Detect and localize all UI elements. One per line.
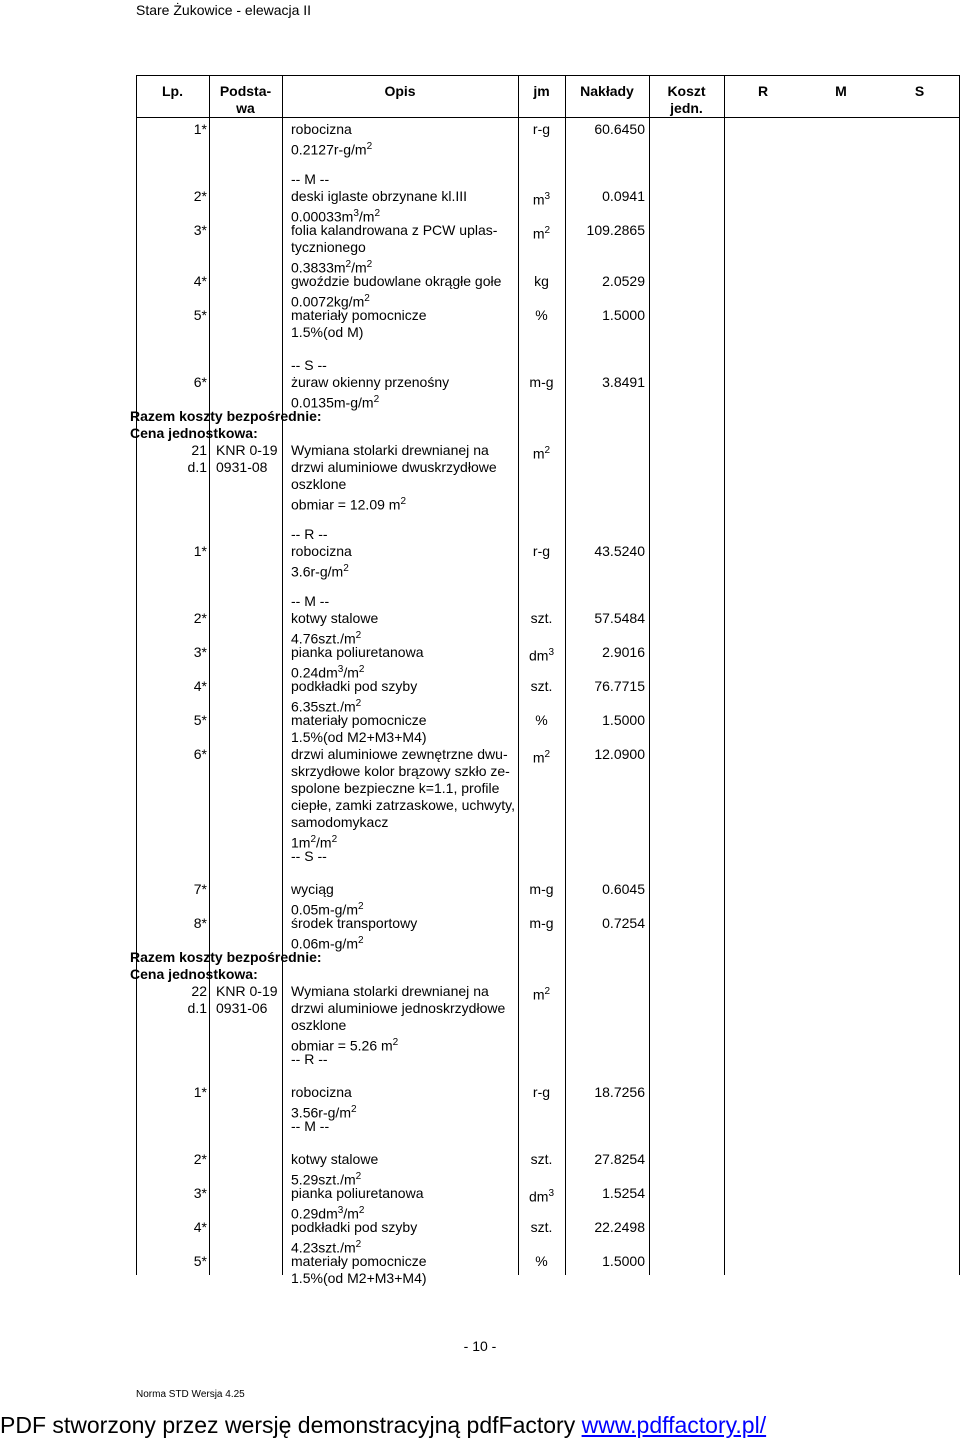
row-opis: -- S -- xyxy=(291,357,327,373)
row-jm: $m^2$ xyxy=(532,986,551,1003)
row-opis: materiały pomocnicze xyxy=(291,1253,427,1269)
row-jm: m-g xyxy=(529,374,554,390)
row-lp: 2* xyxy=(193,188,207,204)
row-lp: 1* xyxy=(193,121,207,137)
row-jm: $dm^3$ xyxy=(528,1188,555,1205)
cost-table xyxy=(130,75,960,1286)
row-naklady: 0.6045 xyxy=(602,881,645,897)
superscript: 2 xyxy=(350,1104,357,1115)
row-opis: 1.5%(od M) xyxy=(291,324,364,340)
pdffactory-link[interactable]: www.pdffactory.pl/ xyxy=(581,1412,767,1438)
row-opis: robocizna xyxy=(291,1084,352,1100)
row-jm: r-g xyxy=(532,543,551,559)
row-opis: robocizna xyxy=(291,543,352,559)
row-opis: -- M -- xyxy=(291,593,330,609)
header-s: S xyxy=(914,83,925,99)
row-opis: $0.24dm^3/m^2$ xyxy=(291,664,365,681)
row-naklady: 12.0900 xyxy=(594,746,645,762)
row-opis: -- R -- xyxy=(291,1051,328,1067)
superscript: 2 xyxy=(357,935,364,946)
row-lp: 2* xyxy=(193,1151,207,1167)
row-opis: kotwy stalowe xyxy=(291,1151,379,1167)
norma-version: Norma STD Wersja 4.25 xyxy=(136,1389,245,1400)
row-opis: żuraw okienny przenośny xyxy=(291,374,450,390)
row-opis: $0.05m-g/m^2$ xyxy=(291,901,364,918)
row-lp: 22 xyxy=(191,983,207,999)
row-jm: $dm^3$ xyxy=(528,647,555,664)
row-lp: 1* xyxy=(193,543,207,559)
summary-label: Razem koszty bezpośrednie: xyxy=(130,408,322,424)
row-jm: $m^2$ xyxy=(532,445,551,462)
row-opis: -- S -- xyxy=(291,848,327,864)
superscript: 2 xyxy=(358,1205,365,1216)
row-lp: 3* xyxy=(193,1185,207,1201)
row-lp: 6* xyxy=(193,374,207,390)
superscript: 2 xyxy=(355,1239,362,1250)
superscript: 2 xyxy=(374,208,381,219)
superscript: 2 xyxy=(392,1037,399,1048)
row-lp: 5* xyxy=(193,307,207,323)
row-opis: 1.5%(od M2+M3+M4) xyxy=(291,729,427,745)
row-lp: 2* xyxy=(193,610,207,626)
superscript: 2 xyxy=(343,563,349,574)
summary-label: Cena jednostkowa: xyxy=(130,966,258,982)
row-opis: $4.76szt./m^2$ xyxy=(291,630,362,647)
document-title: Stare Żukowice - elewacja II xyxy=(136,2,312,18)
row-jm: $m^2$ xyxy=(532,225,551,242)
superscript: 2 xyxy=(357,901,364,912)
header-lp: Lp. xyxy=(162,83,183,99)
superscript: 2 xyxy=(544,445,551,456)
row-opis: $6.35szt./m^2$ xyxy=(291,698,362,715)
row-opis: obmiar = 12.09 $m^2$ xyxy=(291,496,407,513)
col-border xyxy=(282,75,283,1275)
summary-label: Cena jednostkowa: xyxy=(130,425,258,441)
row-lp: d.1 xyxy=(187,459,207,475)
pdf-watermark-text: PDF stworzony przez wersję demonstracyjną pdfFactory xyxy=(0,1412,582,1438)
superscript: 2 xyxy=(331,834,338,845)
row-lp: 5* xyxy=(193,712,207,728)
superscript: 2 xyxy=(364,293,370,304)
row-opis: $0.0135m-g/m^2$ xyxy=(291,394,380,411)
row-opis: deski iglaste obrzynane kl.III xyxy=(291,188,468,204)
row-opis: oszklone xyxy=(291,476,347,492)
row-opis: $0.00033m^3/m^2$ xyxy=(291,208,381,225)
row-naklady: 60.6450 xyxy=(594,121,645,137)
superscript: 3 xyxy=(353,208,359,219)
row-border xyxy=(136,117,960,118)
page-number: - 10 - xyxy=(463,1338,497,1354)
header-koszt: Koszt jedn. xyxy=(667,83,706,116)
header-naklady: Nakłady xyxy=(580,83,634,99)
row-jm: szt. xyxy=(530,678,553,694)
row-lp: 4* xyxy=(193,678,207,694)
row-jm: % xyxy=(535,1253,548,1269)
row-lp: 5* xyxy=(193,1253,207,1269)
row-opis: spolone bezpieczne k=1.1, profile xyxy=(291,780,500,796)
row-opis: robocizna xyxy=(291,121,352,137)
superscript: 3 xyxy=(548,1188,555,1199)
row-opis: środek transportowy xyxy=(291,915,418,931)
row-opis: Wymiana stolarki drewnianej na xyxy=(291,983,489,999)
row-naklady: 1.5000 xyxy=(602,712,645,728)
row-opis: $4.23szt./m^2$ xyxy=(291,1239,362,1256)
row-opis: Wymiana stolarki drewnianej na xyxy=(291,442,489,458)
row-naklady: 1.5000 xyxy=(602,1253,645,1269)
row-naklady: 27.8254 xyxy=(594,1151,645,1167)
row-opis: $0.3833m^2/m^2$ xyxy=(291,259,373,276)
row-opis: oszklone xyxy=(291,1017,347,1033)
row-opis: materiały pomocnicze xyxy=(291,712,427,728)
row-opis: $3.56r-g/m^2$ xyxy=(291,1104,357,1121)
row-opis: ciepłe, zamki zatrzaskowe, uchwyty, xyxy=(291,797,516,813)
row-podstawa: 0931-06 xyxy=(216,1000,268,1016)
row-opis: wyciąg xyxy=(291,881,334,897)
row-naklady: 2.0529 xyxy=(602,273,645,289)
row-opis: $0.29dm^3/m^2$ xyxy=(291,1205,365,1222)
superscript: 3 xyxy=(337,664,344,675)
row-opis: $0.2127r-g/m^2$ xyxy=(291,141,373,158)
row-lp: 8* xyxy=(193,915,207,931)
row-jm: m-g xyxy=(529,915,554,931)
row-opis: folia kalandrowana z PCW uplas- xyxy=(291,222,498,238)
row-lp: 3* xyxy=(193,644,207,660)
row-naklady: 1.5000 xyxy=(602,307,645,323)
superscript: 2 xyxy=(345,259,352,270)
row-lp: 7* xyxy=(193,881,207,897)
row-opis: materiały pomocnicze xyxy=(291,307,427,323)
header-podstawa: Podsta- wa xyxy=(219,83,272,116)
row-naklady: 76.7715 xyxy=(594,678,645,694)
row-opis: $5.29szt./m^2$ xyxy=(291,1171,362,1188)
row-naklady: 0.7254 xyxy=(602,915,645,931)
superscript: 3 xyxy=(337,1205,344,1216)
superscript: 2 xyxy=(355,698,362,709)
row-lp: d.1 xyxy=(187,1000,207,1016)
row-lp: 3* xyxy=(193,222,207,238)
row-jm: szt. xyxy=(530,1151,553,1167)
superscript: 2 xyxy=(544,986,551,997)
row-opis: pianka poliuretanowa xyxy=(291,1185,424,1201)
row-naklady: 2.9016 xyxy=(602,644,645,660)
row-jm: m-g xyxy=(529,881,554,897)
row-lp: 4* xyxy=(193,273,207,289)
superscript: 2 xyxy=(544,749,551,760)
row-opis: samodomykacz xyxy=(291,814,389,830)
row-opis: -- R -- xyxy=(291,526,328,542)
row-lp: 4* xyxy=(193,1219,207,1235)
row-jm: r-g xyxy=(532,1084,551,1100)
summary-label: Razem koszty bezpośrednie: xyxy=(130,949,322,965)
row-opis: -- M -- xyxy=(291,1118,330,1134)
row-naklady: 1.5254 xyxy=(602,1185,645,1201)
row-naklady: 43.5240 xyxy=(594,543,645,559)
superscript: 2 xyxy=(310,834,317,845)
pdf-watermark xyxy=(0,1412,766,1439)
superscript: 2 xyxy=(355,630,362,641)
row-border xyxy=(136,75,960,76)
row-jm: szt. xyxy=(530,1219,553,1235)
row-opis: $3.6r-g/m^2$ xyxy=(291,563,349,580)
row-jm: kg xyxy=(534,273,549,289)
row-opis: drzwi aluminiowe zewnętrzne dwu- xyxy=(291,746,508,762)
row-naklady: 22.2498 xyxy=(594,1219,645,1235)
superscript: 2 xyxy=(366,259,373,270)
row-jm: $m^3$ xyxy=(532,191,551,208)
col-border xyxy=(649,75,650,1275)
superscript: 3 xyxy=(544,191,551,202)
row-jm: % xyxy=(535,712,548,728)
row-opis: pianka poliuretanowa xyxy=(291,644,424,660)
header-m: M xyxy=(835,83,847,99)
row-lp: 6* xyxy=(193,746,207,762)
row-opis: obmiar = 5.26 $m^2$ xyxy=(291,1037,399,1054)
row-opis: $0.0072kg/m^2$ xyxy=(291,293,370,310)
row-naklady: 18.7256 xyxy=(594,1084,645,1100)
row-lp: 21 xyxy=(191,442,207,458)
header-jm: jm xyxy=(533,83,550,99)
row-podstawa: KNR 0-19 xyxy=(216,983,278,999)
superscript: 2 xyxy=(366,141,373,152)
header-r: R xyxy=(757,83,769,99)
header-opis: Opis xyxy=(384,83,416,99)
row-lp: 1* xyxy=(193,1084,207,1100)
row-jm: % xyxy=(535,307,548,323)
superscript: 2 xyxy=(358,664,365,675)
row-jm: $m^2$ xyxy=(532,749,551,766)
row-podstawa: 0931-08 xyxy=(216,459,268,475)
row-naklady: 109.2865 xyxy=(586,222,645,238)
row-opis: $1m^2/m^2$ xyxy=(291,834,338,851)
row-jm: szt. xyxy=(530,610,553,626)
row-opis: -- M -- xyxy=(291,171,330,187)
superscript: 2 xyxy=(355,1171,362,1182)
row-opis: drzwi aluminiowe jednoskrzydłowe xyxy=(291,1000,506,1016)
superscript: 2 xyxy=(400,496,407,507)
row-jm: r-g xyxy=(532,121,551,137)
row-opis: 1.5%(od M2+M3+M4) xyxy=(291,1270,427,1286)
superscript: 2 xyxy=(544,225,551,236)
row-naklady: 57.5484 xyxy=(594,610,645,626)
row-opis: skrzydłowe kolor brązowy szkło ze- xyxy=(291,763,510,779)
row-opis: drzwi aluminiowe dwuskrzydłowe xyxy=(291,459,497,475)
row-opis: podkładki pod szyby xyxy=(291,1219,418,1235)
row-opis: $0.06m-g/m^2$ xyxy=(291,935,364,952)
row-opis: podkładki pod szyby xyxy=(291,678,418,694)
col-border xyxy=(724,75,725,1275)
row-opis: kotwy stalowe xyxy=(291,610,379,626)
superscript: 2 xyxy=(373,394,380,405)
row-podstawa: KNR 0-19 xyxy=(216,442,278,458)
col-border xyxy=(209,75,210,1275)
row-opis: tycznionego xyxy=(291,239,366,255)
row-naklady: 3.8491 xyxy=(602,374,645,390)
superscript: 3 xyxy=(548,647,555,658)
row-opis: gwoździe budowlane okrągłe gołe xyxy=(291,273,502,289)
row-naklady: 0.0941 xyxy=(602,188,645,204)
